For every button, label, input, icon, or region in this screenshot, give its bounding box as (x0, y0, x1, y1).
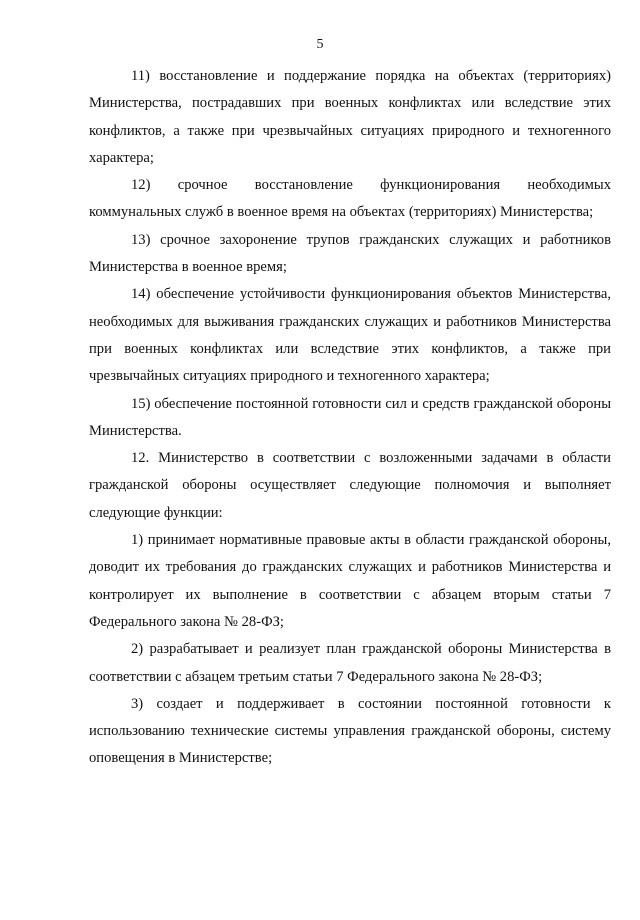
document-body (89, 63, 611, 773)
page-number: 5 (316, 37, 324, 52)
paragraph-item-14: 14) обеспечение устойчивости функционирования объектов Министерства, необходимых для выживания гражданских служащих и работников Министерства при военных конфликтах или вследствие этих конфликтов, а также при чрезвычайных ситуациях природного и техногенного характера; (89, 286, 611, 385)
paragraph-function-1: 1) принимает нормативные правовые акты в области гражданской обороны, доводит их требования до гражданских служащих и работников Министерства и контролирует их выполнение в соответствии с абзацем вторым статьи 7 Федерального закона № 28-ФЗ; (89, 532, 611, 630)
paragraph-item-11: 11) восстановление и поддержание порядка на объектах (территориях) Министерства, пострадавших при военных конфликтах или вследствие этих конфликтов, а также при чрезвычайных ситуациях природного и техногенного характера; (89, 68, 611, 166)
paragraph-item-13: 13) срочное захоронение трупов гражданских служащих и работников Министерства в военное время; (89, 231, 611, 276)
paragraph-item-15: 15) обеспечение постоянной готовности сил и средств гражданской обороны Министерства. (89, 395, 611, 439)
paragraph-section-12: 12. Министерство в соответствии с возложенными задачами в области гражданской обороны осуществляет следующие полномочия и выполняет следующие функции: (89, 450, 611, 521)
paragraph-function-3: 3) создает и поддерживает в состоянии постоянной готовности к использованию технические системы управления гражданской обороны, систему оповещения в Министерстве; (89, 695, 611, 767)
paragraph-item-12: 12) срочное восстановление функционирования необходимых коммунальных служб в военное время на объектах (территориях) Министерства; (89, 177, 611, 221)
paragraph-function-2: 2) разрабатывает и реализует план гражданской обороны Министерства в соответствии с абзацем третьим статьи 7 Федерального закона № 28-ФЗ; (89, 641, 611, 685)
